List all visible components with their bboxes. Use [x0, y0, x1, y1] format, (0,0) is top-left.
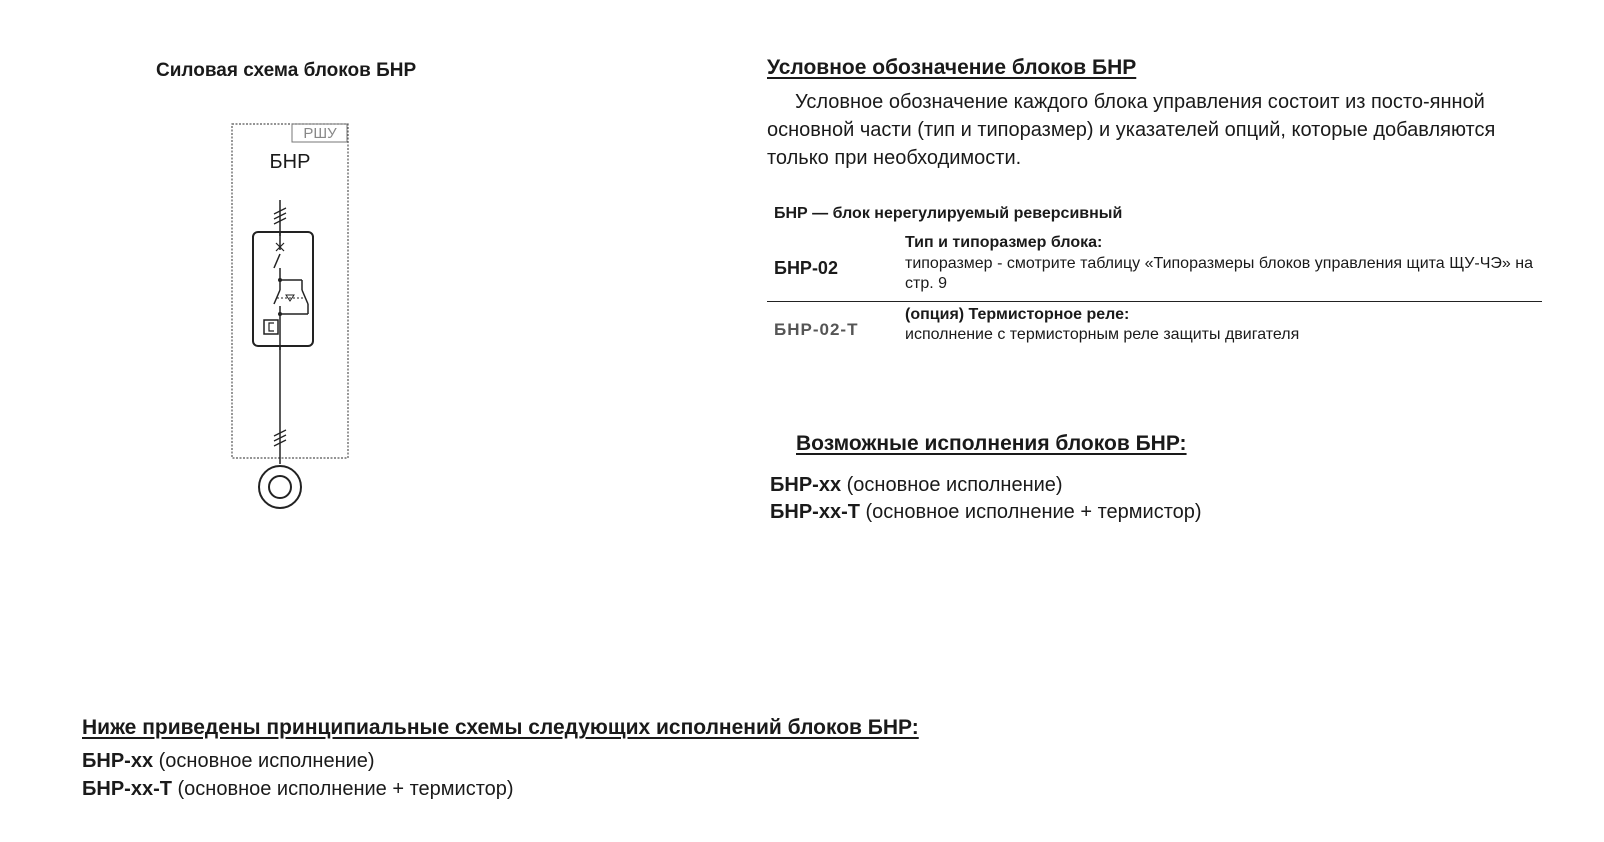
thermistor-option-title: (опция) Термисторное реле:	[905, 306, 1130, 323]
scheme-item: БНР-хх (основное исполнение)	[82, 750, 375, 772]
thermistor-option-text: исполнение с термисторным реле защиты двигателя	[905, 326, 1300, 343]
contactor-km1	[274, 290, 280, 304]
designation-paragraph: Условное обозначение каждого блока управления состоит из посто-янной основной части (тип и типоразмер) и указателей опций, которые добавляются только при необходимости.	[767, 91, 1496, 169]
variant-item: БНР-хх (основное исполнение)	[770, 474, 1063, 496]
motor-outer-circle	[259, 466, 301, 508]
three-phase-marks-top	[274, 208, 286, 224]
abbreviation-definition: БНР — блок нерегулируемый реверсивный	[774, 205, 1123, 222]
designation-title: Условное обозначение блоков БНР	[767, 56, 1137, 79]
variants-title: Возможные исполнения блоков БНР:	[796, 432, 1187, 455]
code-thermistor: БНР-02-Т	[774, 320, 859, 339]
cabinet-frame	[232, 124, 348, 458]
scheme-item: БНР-хх-Т (основное исполнение + термистор)	[82, 778, 514, 800]
schemes-intro-title: Ниже приведены принципиальные схемы следующих исполнений блоков БНР:	[82, 716, 919, 739]
power-scheme-diagram	[220, 118, 360, 530]
base-type-text: типоразмер - смотрите таблицу «Типоразмеры блоков управления щита ЩУ-ЧЭ» на стр. 9	[905, 255, 1533, 292]
base-type-title: Тип и типоразмер блока:	[905, 234, 1103, 251]
thermal-relay-symbol	[264, 320, 278, 334]
motor-inner-circle	[269, 476, 291, 498]
breaker-contact	[274, 254, 280, 268]
contactor-km2	[302, 290, 308, 304]
table-divider	[767, 301, 1542, 302]
three-phase-marks-bottom	[274, 430, 286, 446]
control-block-frame	[253, 232, 313, 346]
variant-item: БНР-хх-Т (основное исполнение + термистор)	[770, 501, 1202, 523]
code-base: БНР-02	[774, 258, 838, 278]
corner-tag-label: РШУ	[303, 125, 337, 142]
power-scheme-title: Силовая схема блоков БНР	[156, 60, 417, 81]
block-label: БНР	[269, 151, 311, 173]
